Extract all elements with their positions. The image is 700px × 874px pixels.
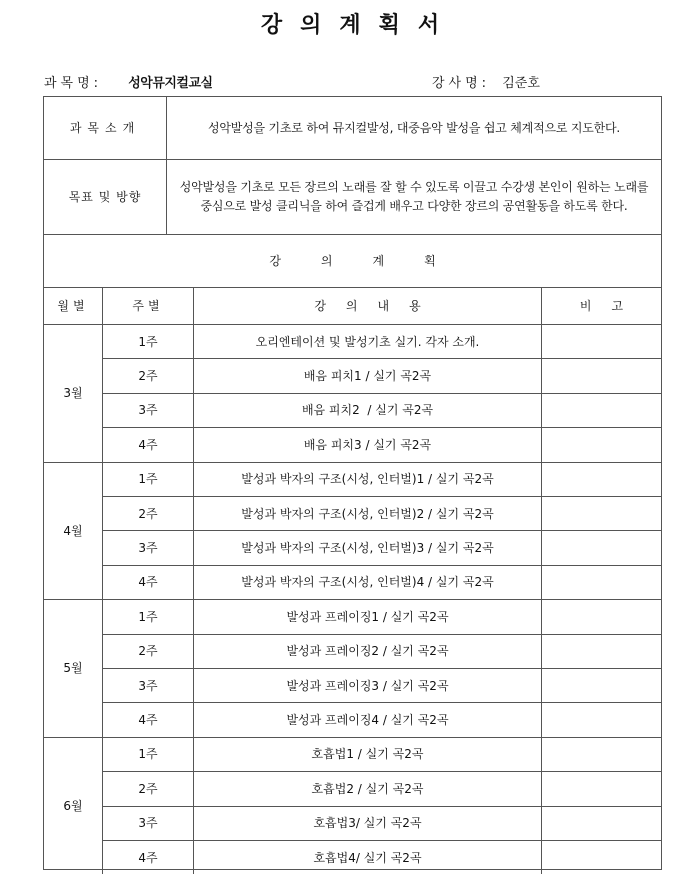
- content-cell: 배음 피치3 / 실기 곡2곡: [303, 437, 432, 452]
- note-cell: [542, 772, 661, 805]
- col-content-header: 강의내용: [314, 299, 441, 313]
- week-cell: 4주: [138, 713, 158, 728]
- note-cell: [542, 600, 661, 633]
- week-cell: 4주: [138, 437, 158, 452]
- course-intro-label: 과목소개: [69, 121, 141, 135]
- content-cell: 오리엔테이션 및 발성기초 실기. 각자 소개.: [255, 334, 480, 349]
- content-cell: 발성과 프레이징2 / 실기 곡2곡: [286, 644, 449, 659]
- content-cell: 발성과 프레이징1 / 실기 곡2곡: [286, 609, 449, 624]
- content-cell: 발성과 프레이징4 / 실기 곡2곡: [286, 713, 449, 728]
- content-cell: 호흡법4/ 실기 곡2곡: [313, 850, 422, 865]
- week-cell: 1주: [138, 472, 158, 487]
- note-cell: [542, 703, 661, 736]
- document-title: 강의계획서: [260, 13, 458, 38]
- content-cell: 호흡법2 / 실기 곡2곡: [311, 781, 424, 796]
- week-cell: 2주: [138, 781, 158, 796]
- month-cell: 6월: [63, 799, 83, 814]
- content-cell: 호흡법1 / 실기 곡2곡: [311, 747, 424, 762]
- week-cell: 1주: [138, 609, 158, 624]
- content-cell: 호흡법3/ 실기 곡2곡: [313, 816, 422, 831]
- week-cell: 3주: [138, 678, 158, 693]
- course-label: 과목명:: [44, 76, 103, 91]
- content-cell: 배음 피치2 / 실기 곡2곡: [301, 403, 434, 418]
- col-note-header: 비고: [579, 299, 644, 313]
- content-cell: 배음 피치1 / 실기 곡2곡: [303, 369, 432, 384]
- week-cell: 2주: [138, 506, 158, 521]
- plan-table: [43, 96, 662, 870]
- month-cell: 5월: [63, 661, 83, 676]
- instructor-name: 김준호: [502, 76, 540, 91]
- note-cell: [542, 497, 661, 530]
- content-cell: 발성과 박자의 구조(시성, 인터벌)1 / 실기 곡2곡: [241, 472, 494, 487]
- note-cell: [542, 463, 661, 496]
- note-cell: [542, 738, 661, 771]
- note-cell: [542, 807, 661, 840]
- col-month-header: 월별: [57, 299, 89, 313]
- note-cell: [542, 325, 661, 358]
- content-cell: 발성과 박자의 구조(시성, 인터벌)4 / 실기 곡2곡: [241, 575, 494, 590]
- week-cell: 3주: [138, 541, 158, 556]
- week-cell: 3주: [138, 816, 158, 831]
- week-cell: 1주: [138, 334, 158, 349]
- plan-section-title: 강의계획: [269, 254, 476, 268]
- note-cell: [542, 635, 661, 668]
- note-cell: [542, 359, 661, 392]
- goal-label: 목표 및 방향: [68, 190, 142, 204]
- note-cell: [542, 394, 661, 427]
- month-cell: 3월: [63, 386, 83, 401]
- week-cell: 1주: [138, 747, 158, 762]
- col-week-header: 주별: [132, 299, 164, 313]
- content-cell: 발성과 박자의 구조(시성, 인터벌)2 / 실기 곡2곡: [241, 506, 494, 521]
- course-name: 성악뮤지컬교실: [128, 76, 213, 91]
- content-cell: 발성과 프레이징3 / 실기 곡2곡: [286, 678, 449, 693]
- course-info: [44, 72, 213, 91]
- instructor-info: [432, 72, 540, 91]
- week-cell: 4주: [138, 575, 158, 590]
- week-cell: 2주: [138, 369, 158, 384]
- goal-text: 성악발성을 기초로 모든 장르의 노래를 잘 할 수 있도록 이끌고 수강생 본인이 원하는 노래를 중심으로 발성 클리닉을 하여 즐겁게 배우고 다양한 장르의 공연활동을 하도록 한다.: [179, 180, 649, 213]
- week-cell: 3주: [138, 403, 158, 418]
- note-cell: [542, 531, 661, 564]
- course-intro-text: 성악발성을 기초로 하여 뮤지컬발성, 대중음악 발성을 쉽고 체계적으로 지도한다.: [207, 120, 621, 135]
- note-cell: [542, 841, 661, 874]
- month-cell: 4월: [63, 523, 83, 538]
- note-cell: [542, 669, 661, 702]
- week-cell: 2주: [138, 644, 158, 659]
- content-cell: 발성과 박자의 구조(시성, 인터벌)3 / 실기 곡2곡: [241, 541, 494, 556]
- instructor-label: 강사명:: [432, 76, 491, 91]
- note-cell: [542, 428, 661, 461]
- note-cell: [542, 566, 661, 599]
- week-cell: 4주: [138, 850, 158, 865]
